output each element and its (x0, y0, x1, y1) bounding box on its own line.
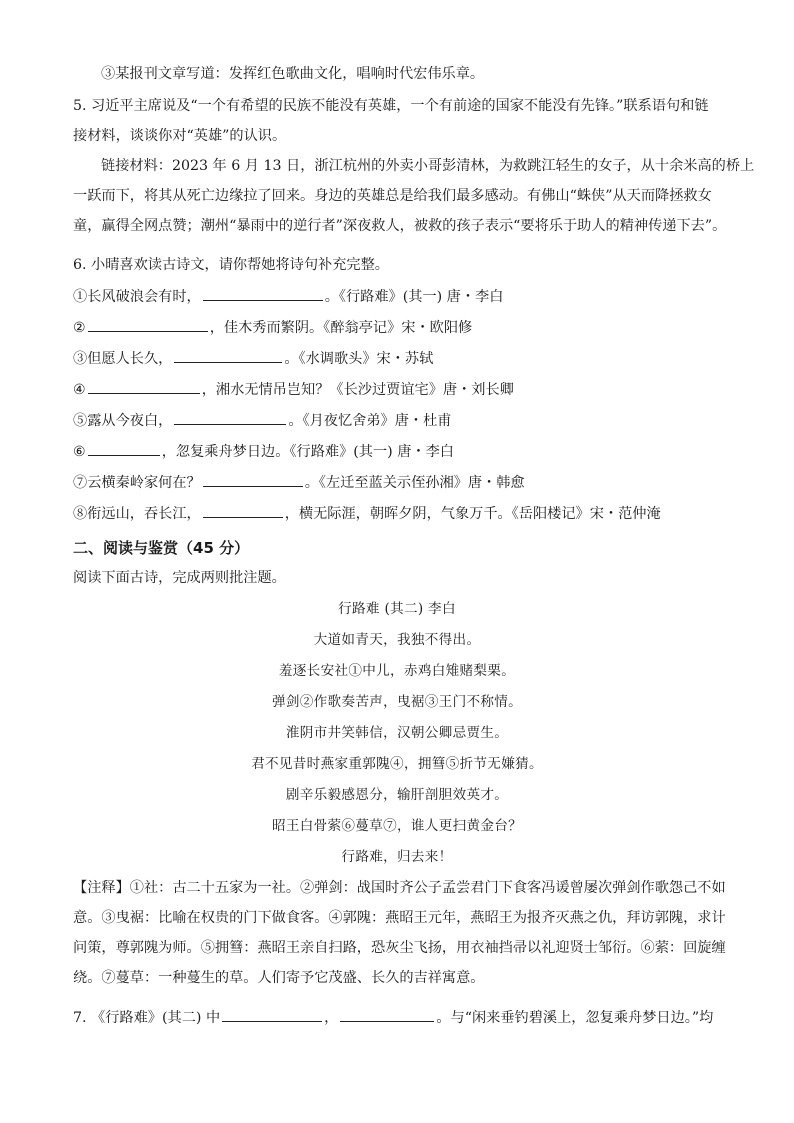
q6-blank-2[interactable] (88, 316, 208, 332)
q6-blank-3[interactable] (174, 347, 282, 363)
q6-item-2-after: ，佳木秀而繁阴。《醉翁亭记》宋・欧阳修 (209, 320, 473, 336)
q6-item-8-before: ⑧衔远山，吞长江， (73, 506, 201, 522)
poem-line: 弹剑②作歌奏苦声，曳裾③王门不称情。 (271, 694, 523, 710)
q6-item-8 (73, 502, 733, 524)
q7-blank-2[interactable] (340, 1006, 434, 1022)
q6-blank-5[interactable] (174, 409, 286, 425)
q5-link-line2: 一跃而下，将其从死亡边缘拉了回来。身边的英雄总是给我们最多感动。有佛山“蛛侠”从天而降拯救女 (73, 188, 712, 204)
q6-blank-8[interactable] (203, 502, 283, 518)
q7-blank-1[interactable] (222, 1006, 322, 1022)
notes-line2: 意。③曳裾：比喻在权贵的门下做食客。④郭隗：燕昭王元年，燕昭王为报齐灭燕之仇，拜访郭隗，求计 (73, 910, 726, 926)
q6-item-4 (73, 378, 733, 400)
q6-item-4-after: ，湘水无情吊岂知？《长沙过贾谊宅》唐・刘长卿 (201, 382, 514, 398)
poem-line: 行路难，归去来！ (341, 849, 453, 865)
q6-item-2 (73, 316, 733, 338)
section-intro: 阅读下面古诗，完成两则批注题。 (73, 570, 286, 586)
q5-line2: 接材料，谈谈你对“英雄”的认识。 (73, 128, 287, 144)
poem-line: 君不见昔时燕家重郭隗④，拥篲⑤折节无嫌猜。 (251, 756, 543, 772)
section-heading: 二、阅读与鉴赏（45 分） (73, 539, 250, 557)
q6-item-6-after: ，忽复乘舟梦日边。《行路难》(其一) 唐・李白 (161, 444, 454, 460)
q6-item-1-before: ①长风破浪会有时， (73, 289, 201, 305)
q7-line (73, 1006, 733, 1028)
poem-line: 淮阴市井笑韩信，汉朝公卿忌贾生。 (285, 725, 509, 741)
q6-item-5-after: 。《月夜忆舍弟》唐・杜甫 (288, 413, 452, 429)
q7-before: 7. 《行路难》(其二) 中 (73, 1010, 221, 1026)
q7-after: 。与“闲来垂钓碧溪上，忽复乘舟梦日边。”均 (436, 1010, 714, 1026)
q6-item-8-after: ，横无际涯，朝晖夕阴，气象万千。《岳阳楼记》宋・范仲淹 (284, 506, 661, 522)
poem-title: 行路难 (其二) 李白 (338, 601, 456, 617)
q6-item-2-before: ② (73, 320, 86, 336)
q5-link-line3: 童，赢得全网点赞；潮州“暴雨中的逆行者”深夜救人，被救的孩子表示“要将乐于助人的精神传递下去”。 (73, 218, 727, 234)
notes-line3: 问策，尊郭隗为师。⑤拥篲：燕昭王亲自扫路，恐灰尘飞扬，用衣袖挡帚以礼迎贤士邹衍。⑥萦：回旋缠 (73, 940, 726, 956)
poem-line: 剧辛乐毅感恩分，输肝剖胆效英才。 (285, 787, 509, 803)
q6-item-4-before: ④ (73, 382, 86, 398)
q5-line1: 5. 习近平主席说及“一个有希望的民族不能没有英雄，一个有前途的国家不能没有先锋。”联系语句和链 (73, 98, 709, 114)
q6-item-5-before: ⑤露从今夜白， (73, 413, 173, 429)
q4-item3: ③某报刊文章写道：发挥红色歌曲文化，唱响时代宏伟乐章。 (101, 66, 485, 82)
q6-item-5 (73, 409, 733, 431)
q6-blank-1[interactable] (203, 285, 323, 301)
q6-blank-4[interactable] (88, 378, 200, 394)
q6-blank-7[interactable] (203, 471, 303, 487)
q6-item-3-after: 。《水调歌头》宋・苏轼 (284, 351, 434, 367)
q6-item-7-after: 。《左迁至蓝关示侄孙湘》唐・韩愈 (304, 475, 525, 491)
q7-middle: ， (324, 1010, 339, 1026)
q6-item-6-before: ⑥ (73, 444, 86, 460)
q5-link-line1: 链接材料：2023 年 6 月 13 日，浙江杭州的外卖小哥彭清林，为救跳江轻生的女子，从十余米高的桥上 (101, 158, 755, 174)
q6-title: 6. 小晴喜欢读古诗文，请你帮她将诗句补充完整。 (73, 257, 389, 273)
notes-line4: 绕。⑦蔓草：一种蔓生的草。人们寄予它茂盛、长久的吉祥寓意。 (73, 970, 485, 986)
q6-item-7-before: ⑦云横秦岭家何在？ (73, 475, 201, 491)
q6-item-1 (73, 285, 733, 307)
notes-line1: 【注释】①社：古二十五家为一社。②弹剑：战国时齐公子孟尝君门下食客冯谖曾屡次弹剑作歌怨己不如 (73, 880, 726, 896)
q6-item-3 (73, 347, 733, 369)
poem-line: 昭王白骨萦⑥蔓草⑦，谁人更扫黄金台？ (271, 818, 523, 834)
poem-line: 羞逐长安社①中儿，赤鸡白雉赌梨栗。 (278, 663, 516, 679)
q6-item-3-before: ③但愿人长久， (73, 351, 173, 367)
q6-item-1-after: 。《行路难》(其一) 唐・李白 (324, 289, 504, 305)
q6-item-7 (73, 471, 733, 493)
q6-blank-6[interactable] (88, 440, 160, 456)
q6-item-6 (73, 440, 733, 462)
poem-line: 大道如青天，我独不得出。 (313, 632, 481, 648)
